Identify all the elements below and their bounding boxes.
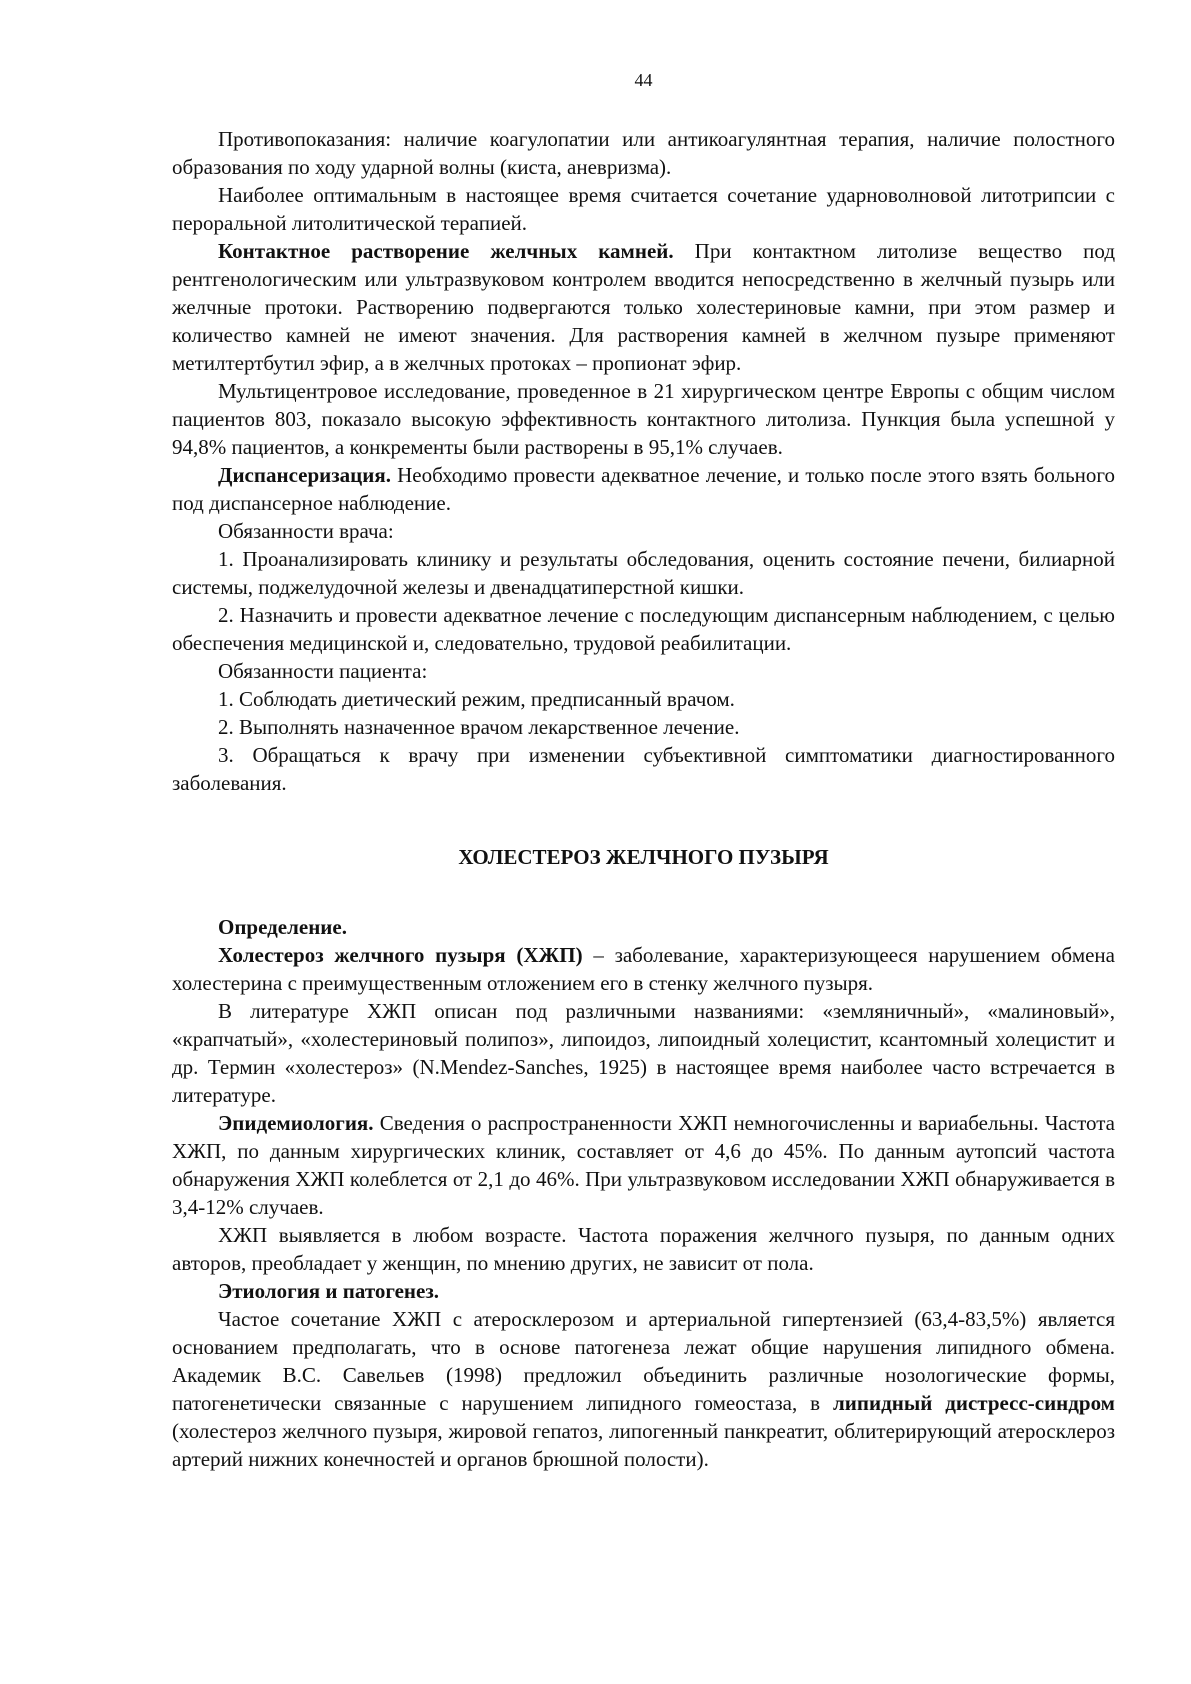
bold-lead: Эпидемиология. [218, 1111, 374, 1135]
text-block-b [172, 913, 1115, 1473]
paragraph: Обязанности пациента: [218, 659, 428, 683]
paragraph: В литературе ХЖП описан под различными названиями: «земляничный», «малиновый», «крапчатый», «холестериновый полипоз», липоидоз, липоидный холецистит, ксантомный холецистит и др. Термин «холестероз» (N.Mendez-Sanches, 1925) в настоящее время наиболее часто встречается в литературе. [172, 999, 1115, 1107]
bold-lead: Холестероз желчного пузыря (ХЖП) [218, 943, 583, 967]
list-item: 2. Назначить и провести адекватное лечение с последующим диспансерным наблюдением, с целью обеспечения медицинской и, следовательно, трудовой реабилитации. [172, 603, 1115, 655]
bold-lead: Контактное растворение желчных камней. [218, 239, 674, 263]
list-item: 1. Соблюдать диетический режим, предписанный врачом. [218, 687, 735, 711]
paragraph: Обязанности врача: [218, 519, 394, 543]
paragraph: Эпидемиология. Сведения о распространенности ХЖП немногочисленны и вариабельны. Частота ХЖП, по данным хирургических клиник, составляет от 4,6 до 45%. По данным аутопсий частота обнаружения ХЖП колеблется от 2,1 до 46%. При ультразвуковом исследовании ХЖП обнаруживается в 3,4-12% случаев. [172, 1111, 1115, 1219]
subheading: Определение. [218, 915, 347, 939]
paragraph: Наиболее оптимальным в настоящее время считается сочетание ударноволновой литотрипсии с пероральной литолитической терапией. [172, 183, 1115, 235]
section-title: ХОЛЕСТЕРОЗ ЖЕЛЧНОГО ПУЗЫРЯ [458, 845, 829, 869]
paragraph: ХЖП выявляется в любом возрасте. Частота поражения желчного пузыря, по данным одних авторов, преобладает у женщин, по мнению других, не зависит от пола. [172, 1223, 1115, 1275]
subheading: Этиология и патогенез. [218, 1279, 440, 1303]
paragraph: Противопоказания: наличие коагулопатии или антикоагулянтная терапия, наличие полостного образования по ходу ударной волны (киста, аневризма). [172, 127, 1115, 179]
paragraph: Частое сочетание ХЖП с атеросклерозом и артериальной гипертензией (63,4-83,5%) является основанием предполагать, что в основе патогенеза лежат общие нарушения липидного обмена. Академик В.С. Савельев (1998) предложил объединить различные нозологические формы, патогенетически связанные с нарушением липидного гомеостаза, в липидный дистресс-синдром (холестероз желчного пузыря, жировой гепатоз, липогенный панкреатит, облитерирующий атеросклероз артерий нижних конечностей и органов брюшной полости). [172, 1307, 1115, 1471]
bold-term: липидный дистресс-синдром [833, 1391, 1115, 1415]
paragraph: Мультицентровое исследование, проведенное в 21 хирургическом центре Европы с общим числом пациентов 803, показало высокую эффективность контактного литолиза. Пункция была успешной у 94,8% пациентов, а конкременты были растворены в 95,1% случаев. [172, 379, 1115, 459]
text-block-a [172, 125, 1115, 797]
page-number: 44 [634, 70, 653, 90]
list-item: 1. Проанализировать клинику и результаты обследования, оценить состояние печени, билиарной системы, поджелудочной железы и двенадцатиперстной кишки. [172, 547, 1115, 599]
paragraph: Холестероз желчного пузыря (ХЖП) – заболевание, характеризующееся нарушением обмена холестерина с преимущественным отложением его в стенку желчного пузыря. [172, 943, 1115, 995]
list-item: 3. Обращаться к врачу при изменении субъективной симптоматики диагностированного заболевания. [172, 743, 1115, 795]
list-item: 2. Выполнять назначенное врачом лекарственное лечение. [218, 715, 740, 739]
paragraph: Диспансеризация. Необходимо провести адекватное лечение, и только после этого взять больного под диспансерное наблюдение. [172, 463, 1115, 515]
bold-lead: Диспансеризация. [218, 463, 391, 487]
paragraph: Контактное растворение желчных камней. При контактном литолизе вещество под рентгенологическим или ультразвуковом контролем вводится непосредственно в желчный пузырь или желчные протоки. Растворению подвергаются только холестериновые камни, при этом размер и количество камней не имеют значения. Для растворения камней в желчном пузыре применяют метилтертбутил эфир, а в желчных протоках – пропионат эфир. [172, 239, 1115, 375]
